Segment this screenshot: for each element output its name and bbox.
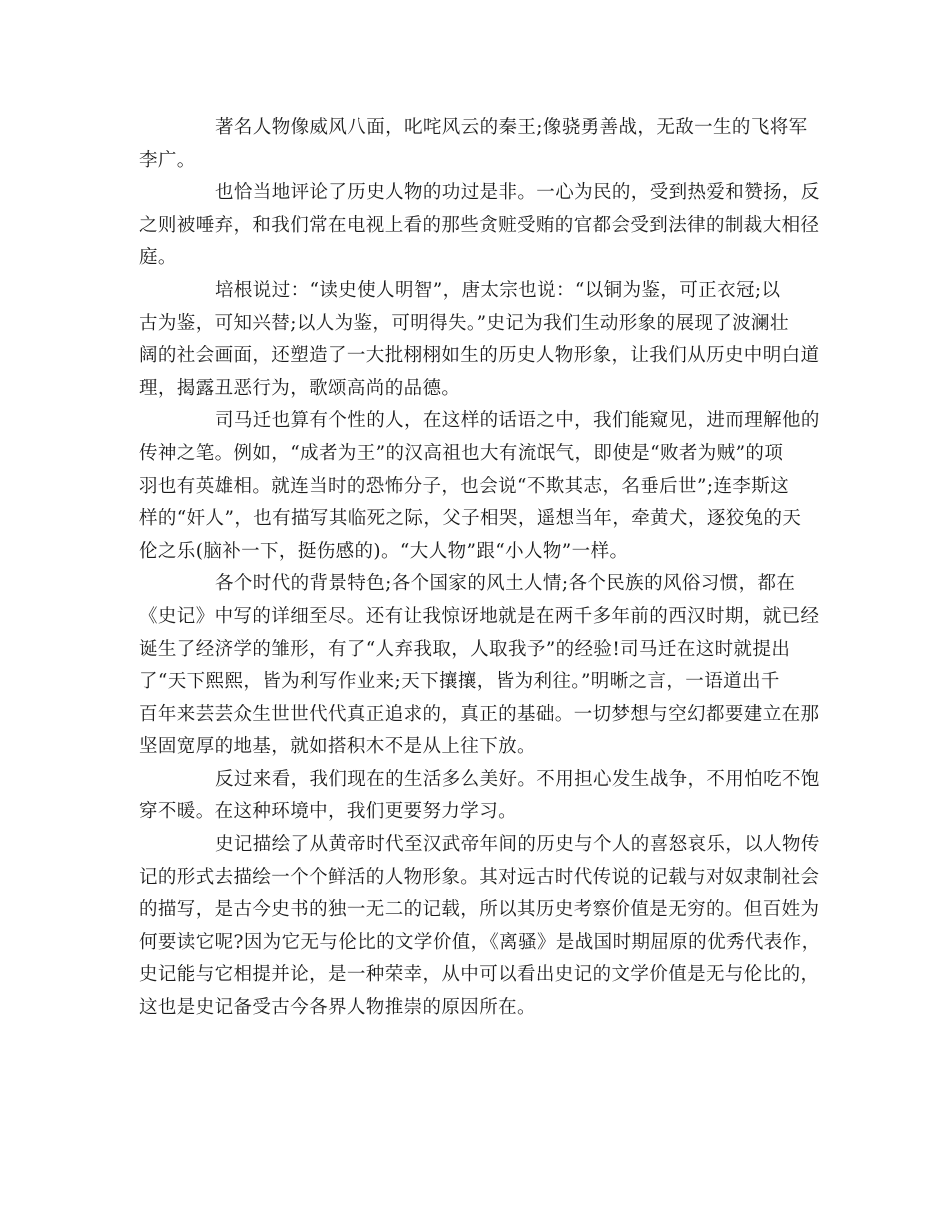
paragraph: [139, 829, 821, 1025]
paragraph-line: 史记能与它相提并论，是一种荣幸，从中可以看出史记的文学价值是无与伦比的，: [139, 964, 820, 986]
paragraph-line: 样的“奸人”，也有描写其临死之际，父子相哭，遥想当年，牵黄犬，逐狡兔的天: [139, 508, 802, 530]
paragraph: [139, 764, 820, 829]
paragraph-first-line: 也恰当地评论了历史人物的功过是非。一心为民的，受到热爱和赞扬，反: [215, 182, 820, 204]
paragraph-first-line: 著名人物像威风八面，叱咤风云的秦王;像骁勇善战，无敌一生的飞将军: [215, 117, 808, 138]
paragraph-first-line: 史记描绘了从黄帝时代至汉武帝年间的历史与个人的喜怒哀乐，以人物传: [215, 834, 820, 856]
paragraph-line: 坚固宽厚的地基，就如搭积木不是从上往下放。: [139, 736, 536, 758]
paragraph-line: 记的形式去描绘一个个鲜活的人物形象。其对远古时代传说的记载与对奴隶制社会: [139, 866, 820, 888]
paragraph-line: 了“天下熙熙，皆为利写作业来;天下攘攘，皆为利往。”明晰之言，一语道出千: [139, 671, 780, 693]
paragraph-first-line: 各个时代的背景特色;各个国家的风土人情;各个民族的风俗习惯，都在: [215, 573, 796, 595]
paragraph-line: 何要读它呢?因为它无与伦比的文学价值，《离骚》是战国时期屈原的优秀代表作，: [139, 931, 821, 953]
paragraph-line: 伦之乐(脑补一下，挺伤感的)。“大人物”跟“小人物”一样。: [139, 540, 629, 562]
paragraph: [139, 112, 815, 177]
paragraph-line: 这也是史记备受古今各界人物推崇的原因所在。: [139, 997, 536, 1019]
paragraph-line: 传神之笔。例如，“成者为王”的汉高祖也大有流氓气，即使是“败者为贼”的项: [139, 442, 784, 464]
paragraph-line: 百年来芸芸众生世世代代真正追求的，真正的基础。一切梦想与空幻都要建立在那: [139, 703, 820, 725]
paragraph-line: 穿不暖。在这种环境中，我们更要努力学习。: [139, 801, 518, 823]
paragraph-first-line: 培根说过：“读史使人明智”，唐太宗也说：“以铜为鉴，可正衣冠;以: [215, 279, 781, 301]
paragraph-line: 阔的社会画面，还塑造了一大批栩栩如生的历史人物形象，让我们从历史中明白道: [139, 345, 820, 367]
paragraph-line: 《史记》中写的详细至尽。还有让我惊讶地就是在两千多年前的西汉时期，就已经: [139, 605, 820, 627]
document-body: [139, 112, 821, 1025]
paragraph-line: 羽也有英雄相。就连当时的恐怖分子，也会说“不欺其志，名垂后世”;连李斯这: [139, 475, 790, 497]
paragraph-first-line: 司马迁也算有个性的人，在这样的话语之中，我们能窥见，进而理解他的: [215, 410, 820, 432]
paragraph: [139, 405, 820, 568]
paragraph-line: 庭。: [139, 247, 177, 269]
paragraph-line: 理，揭露丑恶行为，歌颂高尚的品德。: [139, 377, 461, 399]
paragraph-line: 李广。: [139, 149, 196, 171]
paragraph: [139, 568, 820, 764]
paragraph: [139, 177, 820, 275]
paragraph-line: 的描写，是古今史书的独一无二的记载，所以其历史考察价值是无穷的。但百姓为: [139, 899, 820, 921]
paragraph-line: 诞生了经济学的雏形，有了“人弃我取，人取我予”的经验!司马迁在这时就提出: [139, 638, 791, 660]
paragraph-first-line: 反过来看，我们现在的生活多么美好。不用担心发生战争，不用怕吃不饱: [215, 768, 820, 790]
paragraph: [139, 275, 820, 405]
paragraph-line: 古为鉴，可知兴替;以人为鉴，可明得失。”史记为我们生动形象的展现了波澜壮: [139, 312, 789, 334]
paragraph-line: 之则被唾弃，和我们常在电视上看的那些贪赃受贿的官都会受到法律的制裁大相径: [139, 214, 820, 236]
